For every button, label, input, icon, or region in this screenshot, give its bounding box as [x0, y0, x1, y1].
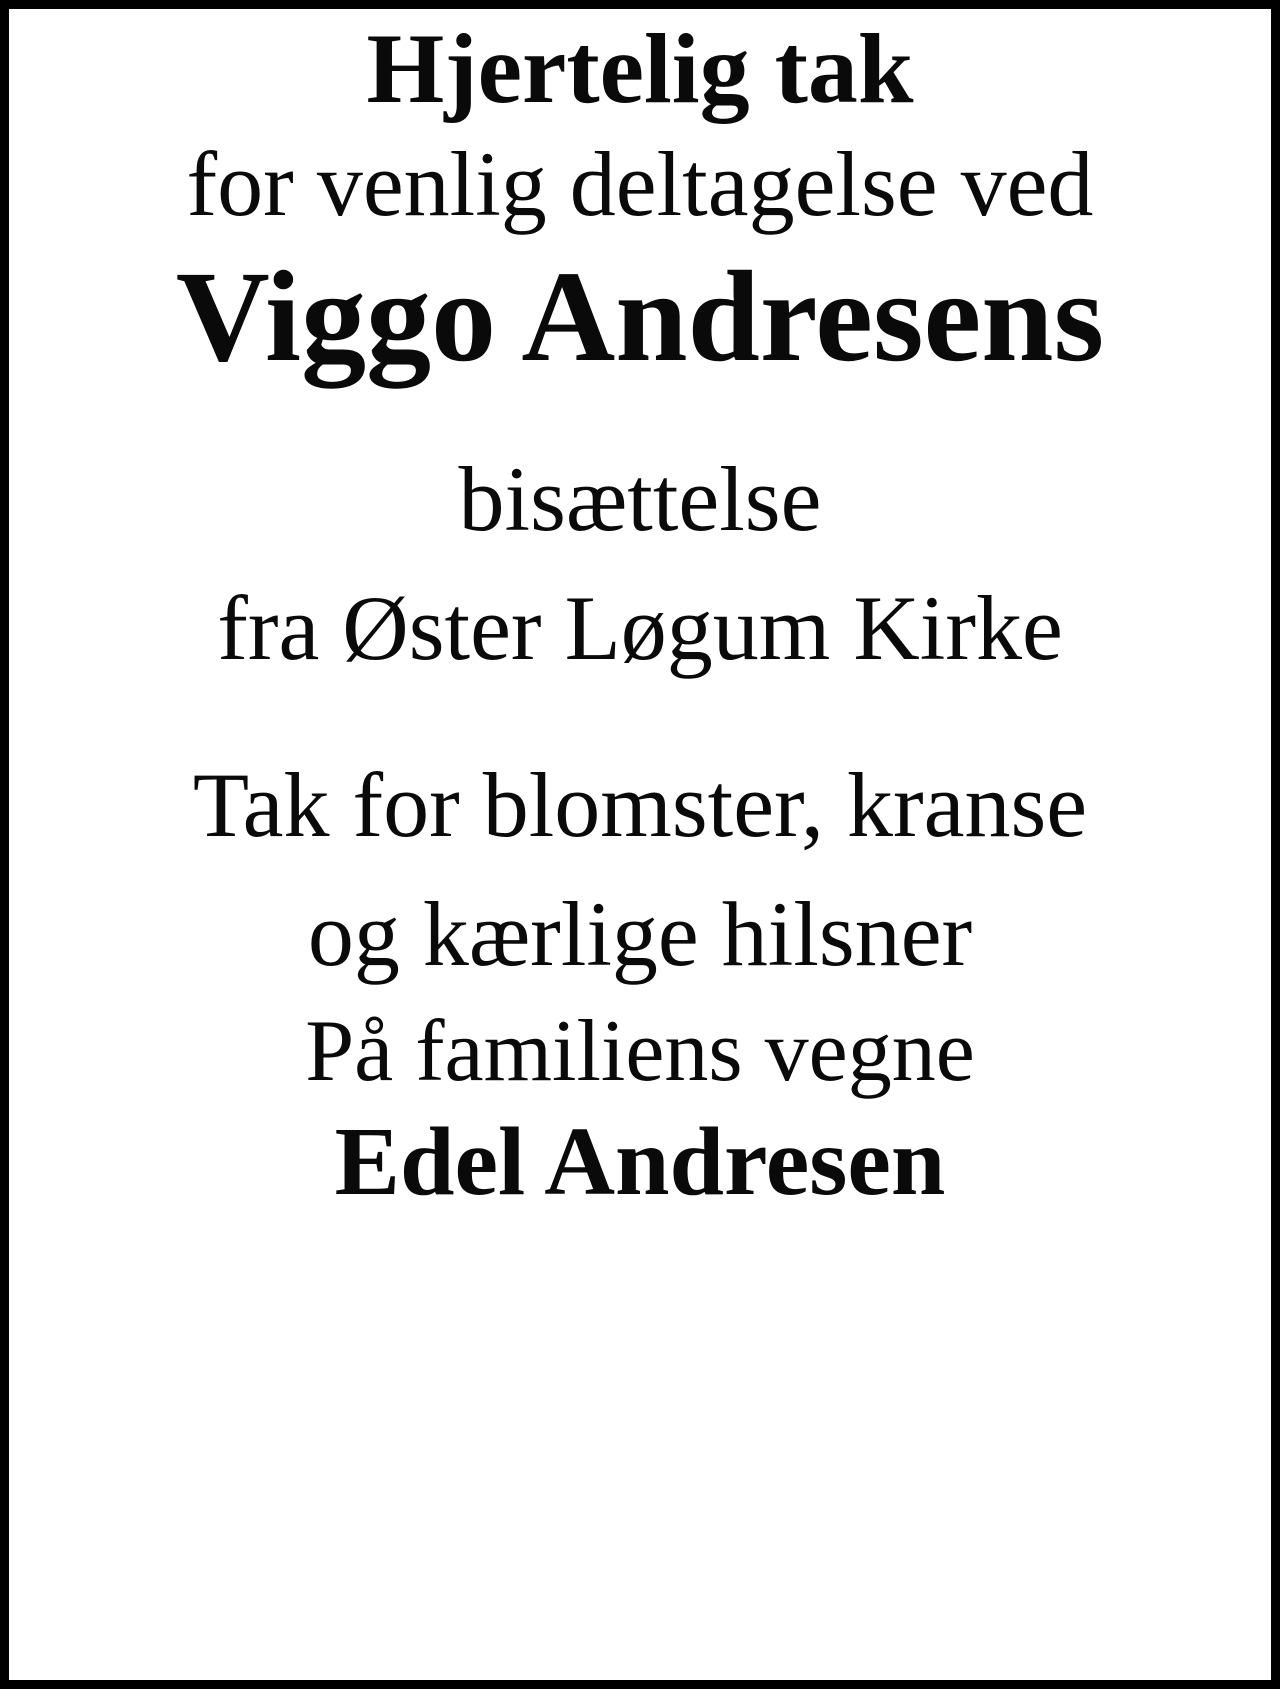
ceremony-line-2: fra Øster Løgum Kirke [217, 577, 1063, 680]
closing-line: På familiens vegne [305, 1002, 975, 1100]
ceremony-line-1: bisættelse [458, 448, 822, 551]
signature-name: Edel Andresen [334, 1108, 946, 1217]
ceremony-paragraph [217, 435, 1063, 693]
thanks-line-1: Tak for blomster, kranse [192, 753, 1088, 856]
notice-title: Hjertelig tak [366, 13, 914, 124]
thanks-line-2: og kærlige hilsner [307, 882, 973, 985]
notice-intro-line: for venlig deltagelse ved [186, 133, 1094, 235]
thanks-paragraph [193, 741, 1087, 999]
deceased-name: Viggo Andresens [175, 245, 1105, 390]
